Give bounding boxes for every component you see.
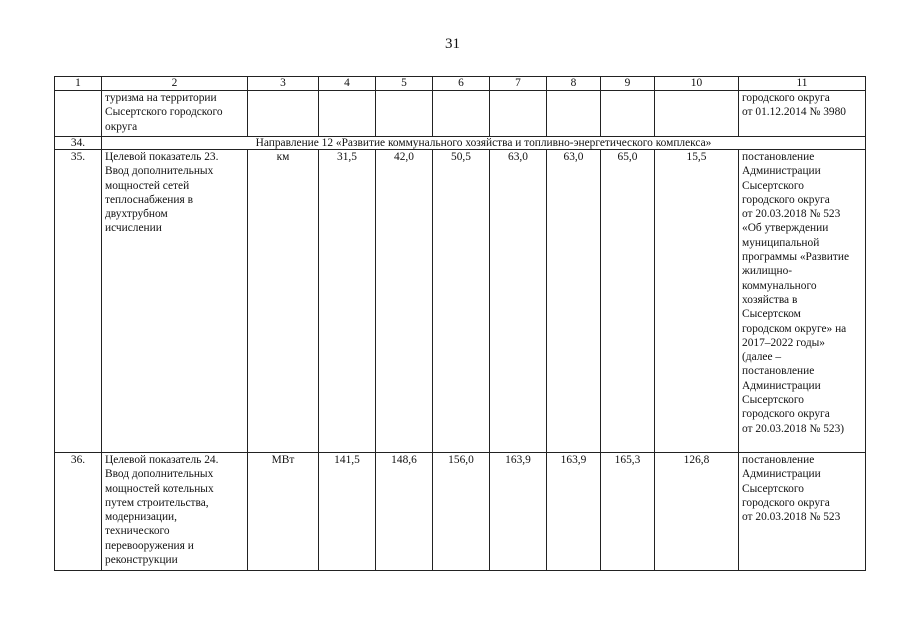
column-header: 3 [248, 77, 319, 91]
value-cell [319, 91, 376, 137]
value-cell [655, 91, 739, 137]
value-cell: 31,5 [319, 150, 376, 453]
value-cell: 163,9 [490, 453, 547, 571]
column-header: 7 [490, 77, 547, 91]
column-header: 1 [55, 77, 102, 91]
value-cell: 141,5 [319, 453, 376, 571]
row-number-cell: 34. [55, 137, 102, 150]
row-number-cell: 35. [55, 150, 102, 453]
value-cell [376, 91, 433, 137]
value-cell [433, 91, 490, 137]
value-cell: 126,8 [655, 453, 739, 571]
value-cell: 15,5 [655, 150, 739, 453]
value-cell: 63,0 [490, 150, 547, 453]
column-header: 4 [319, 77, 376, 91]
column-header: 9 [601, 77, 655, 91]
column-header: 10 [655, 77, 739, 91]
unit-cell: км [248, 150, 319, 453]
value-cell [601, 91, 655, 137]
table-row [55, 150, 866, 453]
table-row [55, 453, 866, 571]
value-cell: 156,0 [433, 453, 490, 571]
column-header: 2 [102, 77, 248, 91]
column-header: 6 [433, 77, 490, 91]
column-header: 8 [547, 77, 601, 91]
value-cell: 63,0 [547, 150, 601, 453]
value-cell: 65,0 [601, 150, 655, 453]
document-cell: постановление Администрации Сысертского городского округа от 20.03.2018 № 523 [739, 453, 866, 571]
unit-cell [248, 91, 319, 137]
value-cell [490, 91, 547, 137]
document-cell: городского округа от 01.12.2014 № 3980 [739, 91, 866, 137]
value-cell: 165,3 [601, 453, 655, 571]
value-cell: 163,9 [547, 453, 601, 571]
indicators-table [54, 76, 866, 571]
column-header: 11 [739, 77, 866, 91]
row-number-cell: 36. [55, 453, 102, 571]
document-cell: постановление Администрации Сысертского городского округа от 20.03.2018 № 523 «Об утверждении муниципальной программы «Развитие жилищно- коммунального хозяйства в Сысертском городском округе» на 2017–2022 годы» (далее – постановление Администрации Сысертского городского округа от 20.03.2018 № 523) [739, 150, 866, 453]
table-row-continuation [55, 91, 866, 137]
column-header: 5 [376, 77, 433, 91]
value-cell [547, 91, 601, 137]
value-cell: 50,5 [433, 150, 490, 453]
section-row [55, 137, 866, 150]
table-header-row [55, 77, 866, 91]
value-cell: 42,0 [376, 150, 433, 453]
unit-cell: МВт [248, 453, 319, 571]
section-title: Направление 12 «Развитие коммунального хозяйства и топливно-энергетического комплекса» [102, 137, 866, 150]
indicator-cell: Целевой показатель 23. Ввод дополнительных мощностей сетей теплоснабжения в двухтрубном исчислении [102, 150, 248, 453]
indicator-cell: туризма на территории Сысертского городского округа [102, 91, 248, 137]
page-number: 31 [445, 36, 460, 52]
value-cell: 148,6 [376, 453, 433, 571]
row-number-cell [55, 91, 102, 137]
indicator-cell: Целевой показатель 24. Ввод дополнительных мощностей котельных путем строительства, модернизации, технического перевооружения и реконструкции [102, 453, 248, 571]
